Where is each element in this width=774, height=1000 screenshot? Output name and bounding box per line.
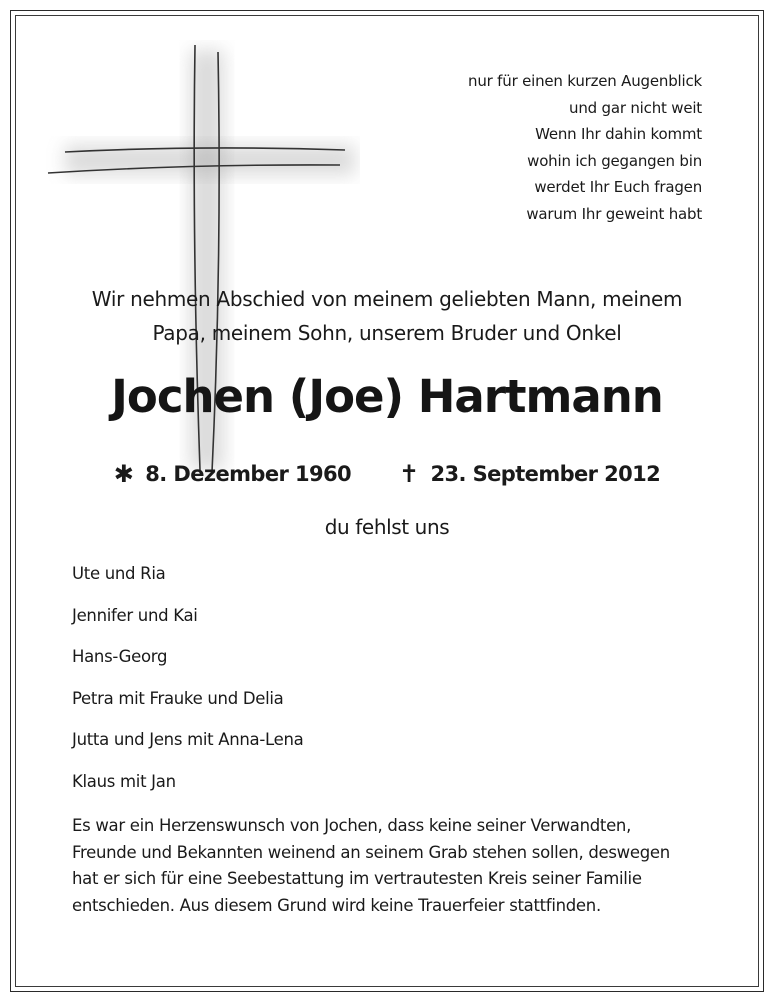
family-member: Klaus mit Jan — [72, 771, 176, 791]
closing-paragraph — [72, 813, 712, 919]
asterisk-icon: ✱ — [113, 460, 134, 488]
poem-line: und gar nicht weit — [569, 98, 702, 117]
family-list — [72, 560, 303, 809]
life-dates — [0, 462, 774, 486]
poem-line: werdet Ihr Euch fragen — [534, 178, 702, 196]
intro-text — [0, 282, 774, 350]
family-member: Jutta und Jens mit Anna-Lena — [72, 730, 304, 749]
poem-line: Wenn Ihr dahin kommt — [535, 125, 702, 143]
closing-line: entschieden. Aus diesem Grund wird keine Trauerfeier stattfinden. — [72, 895, 601, 915]
family-member: Hans-Georg — [72, 647, 168, 666]
family-member: Jennifer und Kai — [72, 605, 198, 625]
deceased-name: Jochen (Joe) Hartmann — [111, 370, 663, 423]
death-date — [399, 462, 660, 486]
closing-line: Es war ein Herzenswunsch von Jochen, dass keine seiner Verwandten, — [72, 816, 632, 835]
closing-line: hat er sich für eine Seebestattung im vertrautesten Kreis seiner Familie — [72, 869, 642, 888]
family-member: Petra mit Frauke und Delia — [72, 688, 284, 708]
poem-line: warum Ihr geweint habt — [526, 204, 702, 223]
poem — [468, 68, 702, 227]
poem-line: nur für einen kurzen Augenblick — [468, 72, 702, 90]
closing-line: Freunde und Bekannten weinend an seinem Grab stehen sollen, deswegen — [72, 842, 670, 862]
missing-you-text: du fehlst uns — [324, 515, 450, 539]
birth-date — [114, 462, 351, 486]
dagger-icon: ✝ — [399, 460, 419, 488]
poem-line: wohin ich gegangen bin — [527, 151, 702, 170]
intro-line: Papa, meinem Sohn, unserem Bruder und Onkel — [152, 321, 622, 345]
intro-line: Wir nehmen Abschied von meinem geliebten Mann, meinem — [91, 287, 683, 311]
birth-date-text: 8. Dezember 1960 — [145, 462, 352, 486]
family-member: Ute und Ria — [72, 564, 166, 583]
death-date-text: 23. September 2012 — [430, 462, 661, 486]
